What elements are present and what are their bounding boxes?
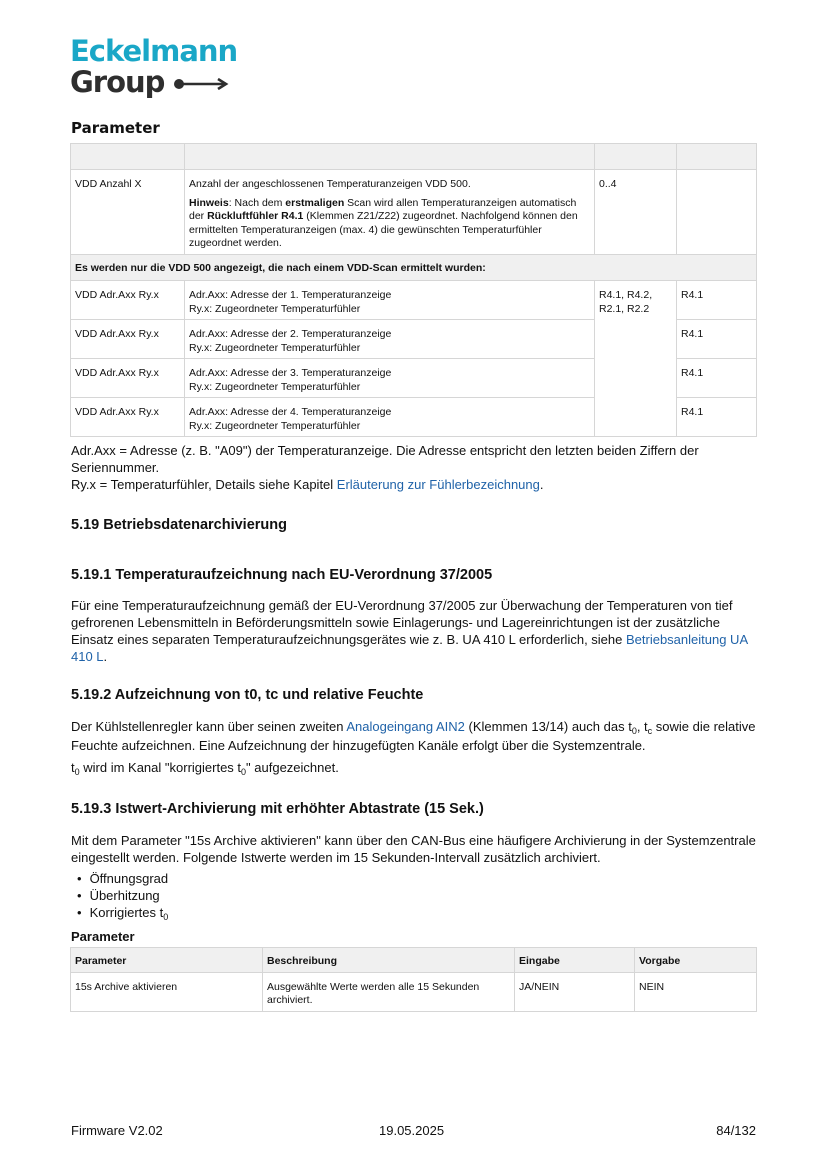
param-range: R4.1, R4.2, R2.1, R2.2 — [595, 281, 677, 437]
param-name: VDD Adr.Axx Ry.x — [71, 281, 185, 320]
para-5-19-3: Mit dem Parameter "15s Archive aktivieren" kann über den CAN-Bus eine häufigere Archivierung in der Systemzentrale eingestellt werden. Folgende Istwerte werden im 15 Sekunden-Intervall zusätzlich archiviert. — [71, 833, 756, 865]
archive-parameter-table — [70, 947, 757, 1012]
param-default: NEIN — [635, 973, 757, 1012]
hint-label: Hinweis — [189, 196, 229, 209]
param-desc: Adr.Axx: Adresse der 1. Temperaturanzeige Ry.x: Zugeordneter Temperaturfühler — [185, 281, 595, 320]
param-name: VDD Anzahl X — [71, 170, 185, 255]
param-default: R4.1 — [677, 320, 757, 359]
param-name: VDD Adr.Axx Ry.x — [71, 359, 185, 398]
param-desc — [185, 170, 595, 255]
param-desc: Adr.Axx: Adresse der 4. Temperaturanzeige Ry.x: Zugeordneter Temperaturfühler — [185, 398, 595, 437]
section-title: Parameter — [71, 119, 160, 137]
param-range: 0..4 — [595, 170, 677, 255]
hint-text: Hinweis: Nach dem erstmaligen Scan wird allen Temperaturanzeigen automatisch der Rückluftfühler R4.1 (Klemmen Z21/Z22) zugeordnet. Nachfolgend können den ermittelten Temperaturanzeigen (max. 4) die gewünschten Temperaturfühler zugeordnet werden. — [189, 196, 578, 249]
ain2-link[interactable]: Analogeingang AIN2 — [346, 719, 465, 734]
brand-line2-row — [70, 67, 237, 98]
table2-title: Parameter — [71, 929, 135, 944]
ua410-link[interactable]: Betriebsanleitung UA 410 L — [71, 632, 748, 664]
istwert-list — [77, 870, 168, 921]
para-5-19-2b: $t_0$ wird im Kanal "korrigiertes $t_0$" aufgezeichnet. — [71, 760, 339, 777]
note-ry: Ry.x = Temperaturfühler, Details siehe Kapitel Erläuterung zur Fühlerbezeichnung. — [71, 477, 544, 492]
list-item: • Öffnungsgrad — [77, 870, 168, 887]
brand-line2: Group — [70, 65, 165, 99]
col-header: Vorgabe — [635, 948, 757, 973]
param-default: R4.1 — [677, 281, 757, 320]
heading-5-19-2: 5.19.2 Aufzeichnung von t0, tc und relative Feuchte — [71, 687, 424, 703]
list-item: • Überhitzung — [77, 887, 168, 904]
col-header: Parameter — [71, 948, 263, 973]
list-item: • Korrigiertes $t_0$ — [77, 904, 168, 921]
col-header: Eingabe — [515, 948, 635, 973]
subheader-text: Es werden nur die VDD 500 angezeigt, die nach einem VDD-Scan ermittelt wurden: — [71, 254, 757, 281]
param-name: 15s Archive aktivieren — [71, 973, 263, 1012]
param-name: VDD Adr.Axx Ry.x — [71, 398, 185, 437]
table-subheader-row — [71, 254, 757, 281]
brand-logo — [70, 36, 237, 98]
param-desc: Adr.Axx: Adresse der 2. Temperaturanzeige Ry.x: Zugeordneter Temperaturfühler — [185, 320, 595, 359]
table-row — [71, 973, 757, 1012]
heading-5-19-1: 5.19.1 Temperaturaufzeichnung nach EU-Verordnung 37/2005 — [71, 567, 493, 583]
param-default — [677, 170, 757, 255]
desc-text: Anzahl der angeschlossenen Temperaturanzeigen VDD 500. — [189, 178, 471, 190]
param-desc: Adr.Axx: Adresse der 3. Temperaturanzeige Ry.x: Zugeordneter Temperaturfühler — [185, 359, 595, 398]
param-default: R4.1 — [677, 359, 757, 398]
heading-5-19-3: 5.19.3 Istwert-Archivierung mit erhöhter Abtastrate (15 Sek.) — [71, 801, 484, 817]
footer-firmware: Firmware V2.02 — [71, 1123, 163, 1138]
para-5-19-1: Für eine Temperaturaufzeichnung gemäß der EU-Verordnung 37/2005 zur Überwachung der Temperaturen von tief gefrorenen Lebensmitteln in Beförderungsmitteln sowie Einlagerungs- und Lagereinrichtungen ist der zusätzliche Einsatz eines separaten Temperaturaufzeichnungsgerätes wie z. B. UA 410 L erforderlich, siehe Betriebsanleitung UA 410 L. — [71, 598, 748, 664]
table-row — [71, 281, 757, 320]
arrow-right-icon — [173, 78, 231, 90]
heading-5-19: 5.19 Betriebsdatenarchivierung — [71, 517, 287, 533]
param-input: JA/NEIN — [515, 973, 635, 1012]
footer-date: 19.05.2025 — [379, 1123, 445, 1138]
footer-page: 84/132 — [716, 1123, 756, 1138]
brand-line1: Eckelmann — [70, 34, 238, 68]
param-default: R4.1 — [677, 398, 757, 437]
col-header: Beschreibung — [263, 948, 515, 973]
vdd-parameter-table — [70, 143, 757, 437]
para-5-19-2: Der Kühlstellenregler kann über seinen zweiten Analogeingang AIN2 (Klemmen 13/14) auch das $t_0$, $t_c$ sowie die relative Feuchte aufzeichnen. Eine Aufzeichnung der hinzugefügten Kanäle erfolgt über die Systemzentrale. — [71, 719, 756, 753]
table-header-row — [71, 948, 757, 973]
param-name: VDD Adr.Axx Ry.x — [71, 320, 185, 359]
table-row — [71, 170, 757, 255]
table-header-row — [71, 144, 757, 170]
note-adr: Adr.Axx = Adresse (z. B. "A09") der Temperaturanzeige. Die Adresse entspricht den letzten beiden Ziffern der Seriennummer. — [71, 443, 699, 475]
note-block — [71, 442, 761, 493]
param-desc: Ausgewählte Werte werden alle 15 Sekunden archiviert. — [263, 973, 515, 1012]
fuehler-link[interactable]: Erläuterung zur Fühlerbezeichnung — [336, 477, 540, 492]
